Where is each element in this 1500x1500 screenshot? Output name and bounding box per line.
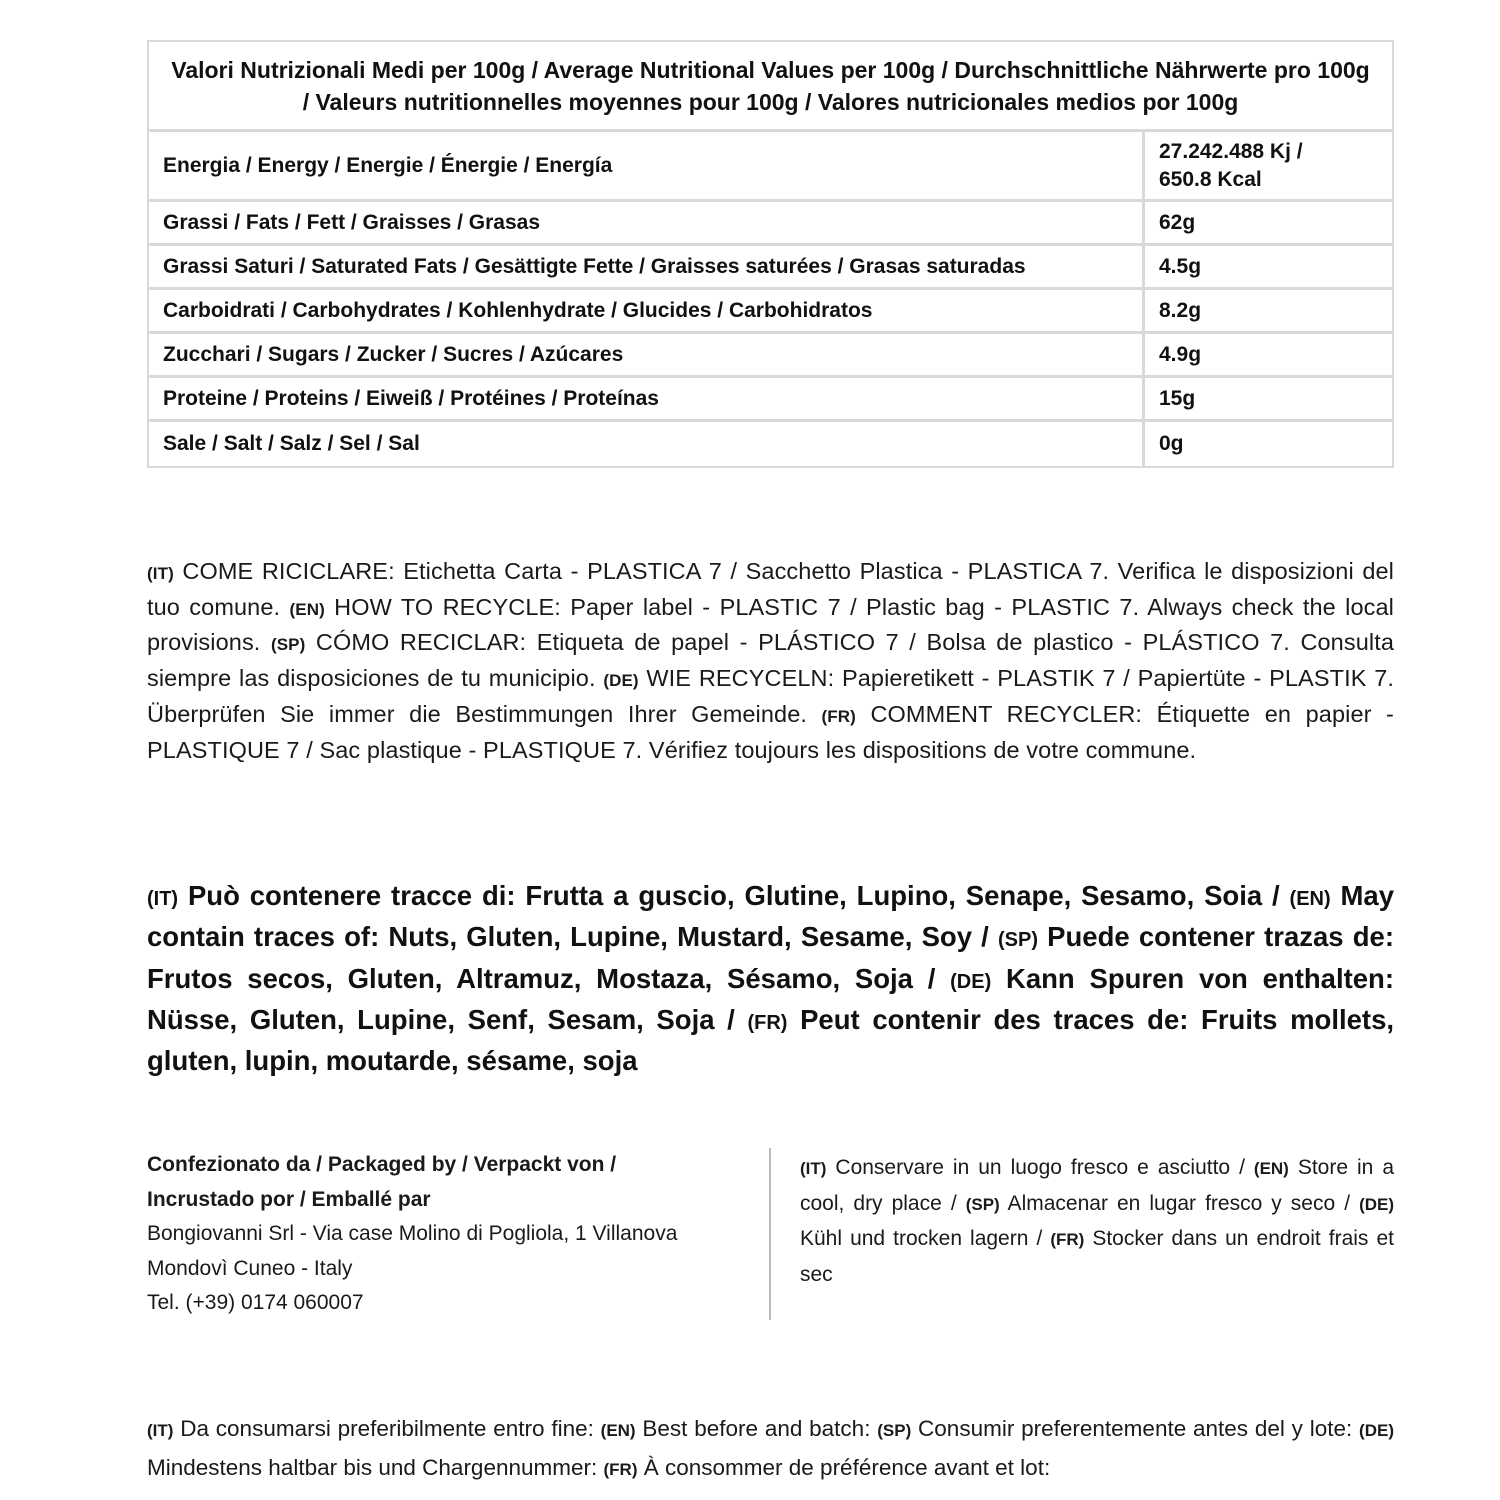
nutrition-value: 0g bbox=[1159, 432, 1184, 455]
language-code: (EN) bbox=[600, 1421, 636, 1440]
energy-kj-value: 27.242.488 Kj / bbox=[1159, 139, 1303, 163]
best-before-text-de: Mindestens haltbar bis und Chargennummer: bbox=[147, 1455, 604, 1480]
recycling-text-it: COME RICICLARE: Etichetta Carta - PLASTICA 7 / Sacchetto Plastica - PLASTICA 7. Verifica le disposizioni del tuo comune. bbox=[147, 558, 1394, 620]
nutrition-table-header: Valori Nutrizionali Medi per 100g / Average Nutritional Values per 100g / Durchschnittliche Nährwerte pro 100g / Valeurs nutritionnelles moyennes pour 100g / Valores nutricionales medios por 100g bbox=[149, 42, 1392, 132]
nutrition-row-sugars bbox=[149, 334, 1392, 378]
storage-instructions bbox=[800, 1151, 1394, 1292]
language-code: (SP) bbox=[997, 929, 1038, 952]
nutrition-row-fats bbox=[149, 202, 1392, 246]
nutrition-table bbox=[147, 40, 1394, 468]
language-code: (DE) bbox=[1359, 1421, 1394, 1440]
language-code: (EN) bbox=[289, 599, 325, 619]
language-code: (IT) bbox=[147, 1421, 174, 1440]
nutrition-label: Grassi / Fats / Fett / Graisses / Grasas bbox=[149, 202, 1145, 243]
language-code: (EN) bbox=[1289, 888, 1331, 910]
language-code: (SP) bbox=[877, 1421, 912, 1440]
nutrition-label: Zucchari / Sugars / Zucker / Sucres / Azúcares bbox=[149, 334, 1145, 375]
allergen-text-it: Può contenere tracce di: Frutta a guscio, Glutine, Lupino, Senape, Sesamo, Soia / bbox=[178, 880, 1290, 911]
language-code: (DE) bbox=[603, 671, 639, 691]
language-code: (IT) bbox=[800, 1159, 827, 1178]
packager-phone: Tel. (+39) 0174 060007 bbox=[147, 1291, 364, 1314]
storage-text-en: Store in a cool, dry place / bbox=[800, 1156, 1394, 1215]
allergen-text-de: Kann Spuren von enthalten: Nüsse, Gluten, Lupine, Senf, Sesam, Soja / bbox=[147, 962, 1394, 1035]
storage-text-sp: Almacenar en lugar fresco y seco / bbox=[999, 1191, 1360, 1215]
storage-text-it: Conservare in un luogo fresco e asciutto / bbox=[826, 1156, 1254, 1179]
nutrition-row-salt bbox=[149, 422, 1392, 466]
nutrition-label: Carboidrati / Carbohydrates / Kohlenhydrate / Glucides / Carbohidratos bbox=[149, 290, 1145, 331]
nutrition-row-energy bbox=[149, 132, 1392, 202]
language-code: (SP) bbox=[270, 635, 306, 655]
language-code: (EN) bbox=[1253, 1159, 1289, 1178]
nutrition-label: Energia / Energy / Energie / Énergie / Energía bbox=[149, 132, 1145, 199]
nutrition-label: Sale / Salt / Salz / Sel / Sal bbox=[149, 422, 1145, 466]
allergen-text-en: May contain traces of: Nuts, Gluten, Lupine, Mustard, Sesame, Soy / bbox=[147, 880, 1394, 953]
storage-text-fr: Stocker dans un endroit frais et sec bbox=[800, 1227, 1394, 1286]
language-code: (IT) bbox=[147, 564, 174, 583]
best-before-text-en: Best before and batch: bbox=[635, 1416, 878, 1441]
nutrition-row-proteins bbox=[149, 378, 1392, 422]
nutrition-row-carbohydrates bbox=[149, 290, 1392, 334]
label-page bbox=[147, 40, 1395, 1480]
recycling-text-fr: COMMENT RECYCLER: Étiquette en papier - PLASTIQUE 7 / Sac plastique - PLASTIQUE 7. Vérifiez toujours les dispositions de votre commune. bbox=[147, 700, 1394, 763]
storage-text-de: Kühl und trocken lagern / bbox=[800, 1227, 1051, 1250]
allergen-text-sp: Puede contener trazas de: Frutos secos, Gluten, Altramuz, Mostaza, Sésamo, Soja / bbox=[147, 921, 1395, 994]
packager-title: Incrustado por / Emballé par bbox=[147, 1187, 431, 1211]
recycling-text-en: HOW TO RECYCLE: Paper label - PLASTIC 7 / Plastic bag - PLASTIC 7. Always check the local provisions. bbox=[147, 593, 1395, 656]
nutrition-value: 4.9g bbox=[1159, 342, 1202, 366]
nutrition-value: 15g bbox=[1159, 386, 1196, 410]
recycling-text-de: WIE RECYCELN: Papieretikett - PLASTIK 7 / Papiertüte - PLASTIK 7. Überprüfen Sie immer die Bestimmungen Ihrer Gemeinde. bbox=[147, 665, 1394, 727]
best-before-text-sp: Consumir preferentemente antes del y lote: bbox=[911, 1416, 1360, 1441]
language-code: (IT) bbox=[147, 888, 179, 910]
packager-title: Confezionato da / Packaged by / Verpackt von / bbox=[147, 1153, 617, 1176]
nutrition-value bbox=[1145, 132, 1392, 199]
packager-address: Mondovì Cuneo - Italy bbox=[147, 1256, 353, 1280]
language-code: (DE) bbox=[1359, 1194, 1395, 1214]
nutrition-value: 4.5g bbox=[1159, 254, 1202, 278]
language-code: (FR) bbox=[821, 706, 856, 726]
packager-address: Bongiovanni Srl - Via case Molino di Pogliola, 1 Villanova bbox=[147, 1222, 678, 1245]
best-before-info bbox=[147, 1410, 1394, 1488]
recycling-instructions bbox=[147, 555, 1394, 767]
language-code: (FR) bbox=[747, 1011, 788, 1034]
recycling-text-sp: CÓMO RECICLAR: Etiqueta de papel - PLÁSTICO 7 / Bolsa de plastico - PLÁSTICO 7. Consulta siempre las disposiciones de tu municipio. bbox=[147, 629, 1394, 692]
language-code: (FR) bbox=[603, 1460, 638, 1479]
nutrition-value: 8.2g bbox=[1159, 298, 1202, 322]
nutrition-label: Proteine / Proteins / Eiweiß / Protéines / Proteínas bbox=[149, 378, 1145, 419]
best-before-text-it: Da consumarsi preferibilmente entro fine: bbox=[173, 1416, 601, 1441]
language-code: (DE) bbox=[950, 970, 992, 993]
allergen-text-fr: Peut contenir des traces de: Fruits mollets, gluten, lupin, moutarde, sésame, soja bbox=[147, 1003, 1394, 1077]
packager-info bbox=[147, 1148, 747, 1321]
language-code: (FR) bbox=[1050, 1230, 1085, 1249]
nutrition-label: Grassi Saturi / Saturated Fats / Gesättigte Fette / Graisses saturées / Grasas saturadas bbox=[149, 246, 1145, 287]
energy-kcal-value: 650.8 Kcal bbox=[1159, 167, 1262, 191]
column-divider bbox=[769, 1148, 771, 1320]
nutrition-row-saturated-fats bbox=[149, 246, 1392, 290]
best-before-text-fr: À consommer de préférence avant et lot: bbox=[637, 1455, 1051, 1480]
nutrition-value: 62g bbox=[1159, 210, 1196, 234]
allergen-warning bbox=[147, 877, 1394, 1079]
language-code: (SP) bbox=[965, 1194, 1000, 1214]
